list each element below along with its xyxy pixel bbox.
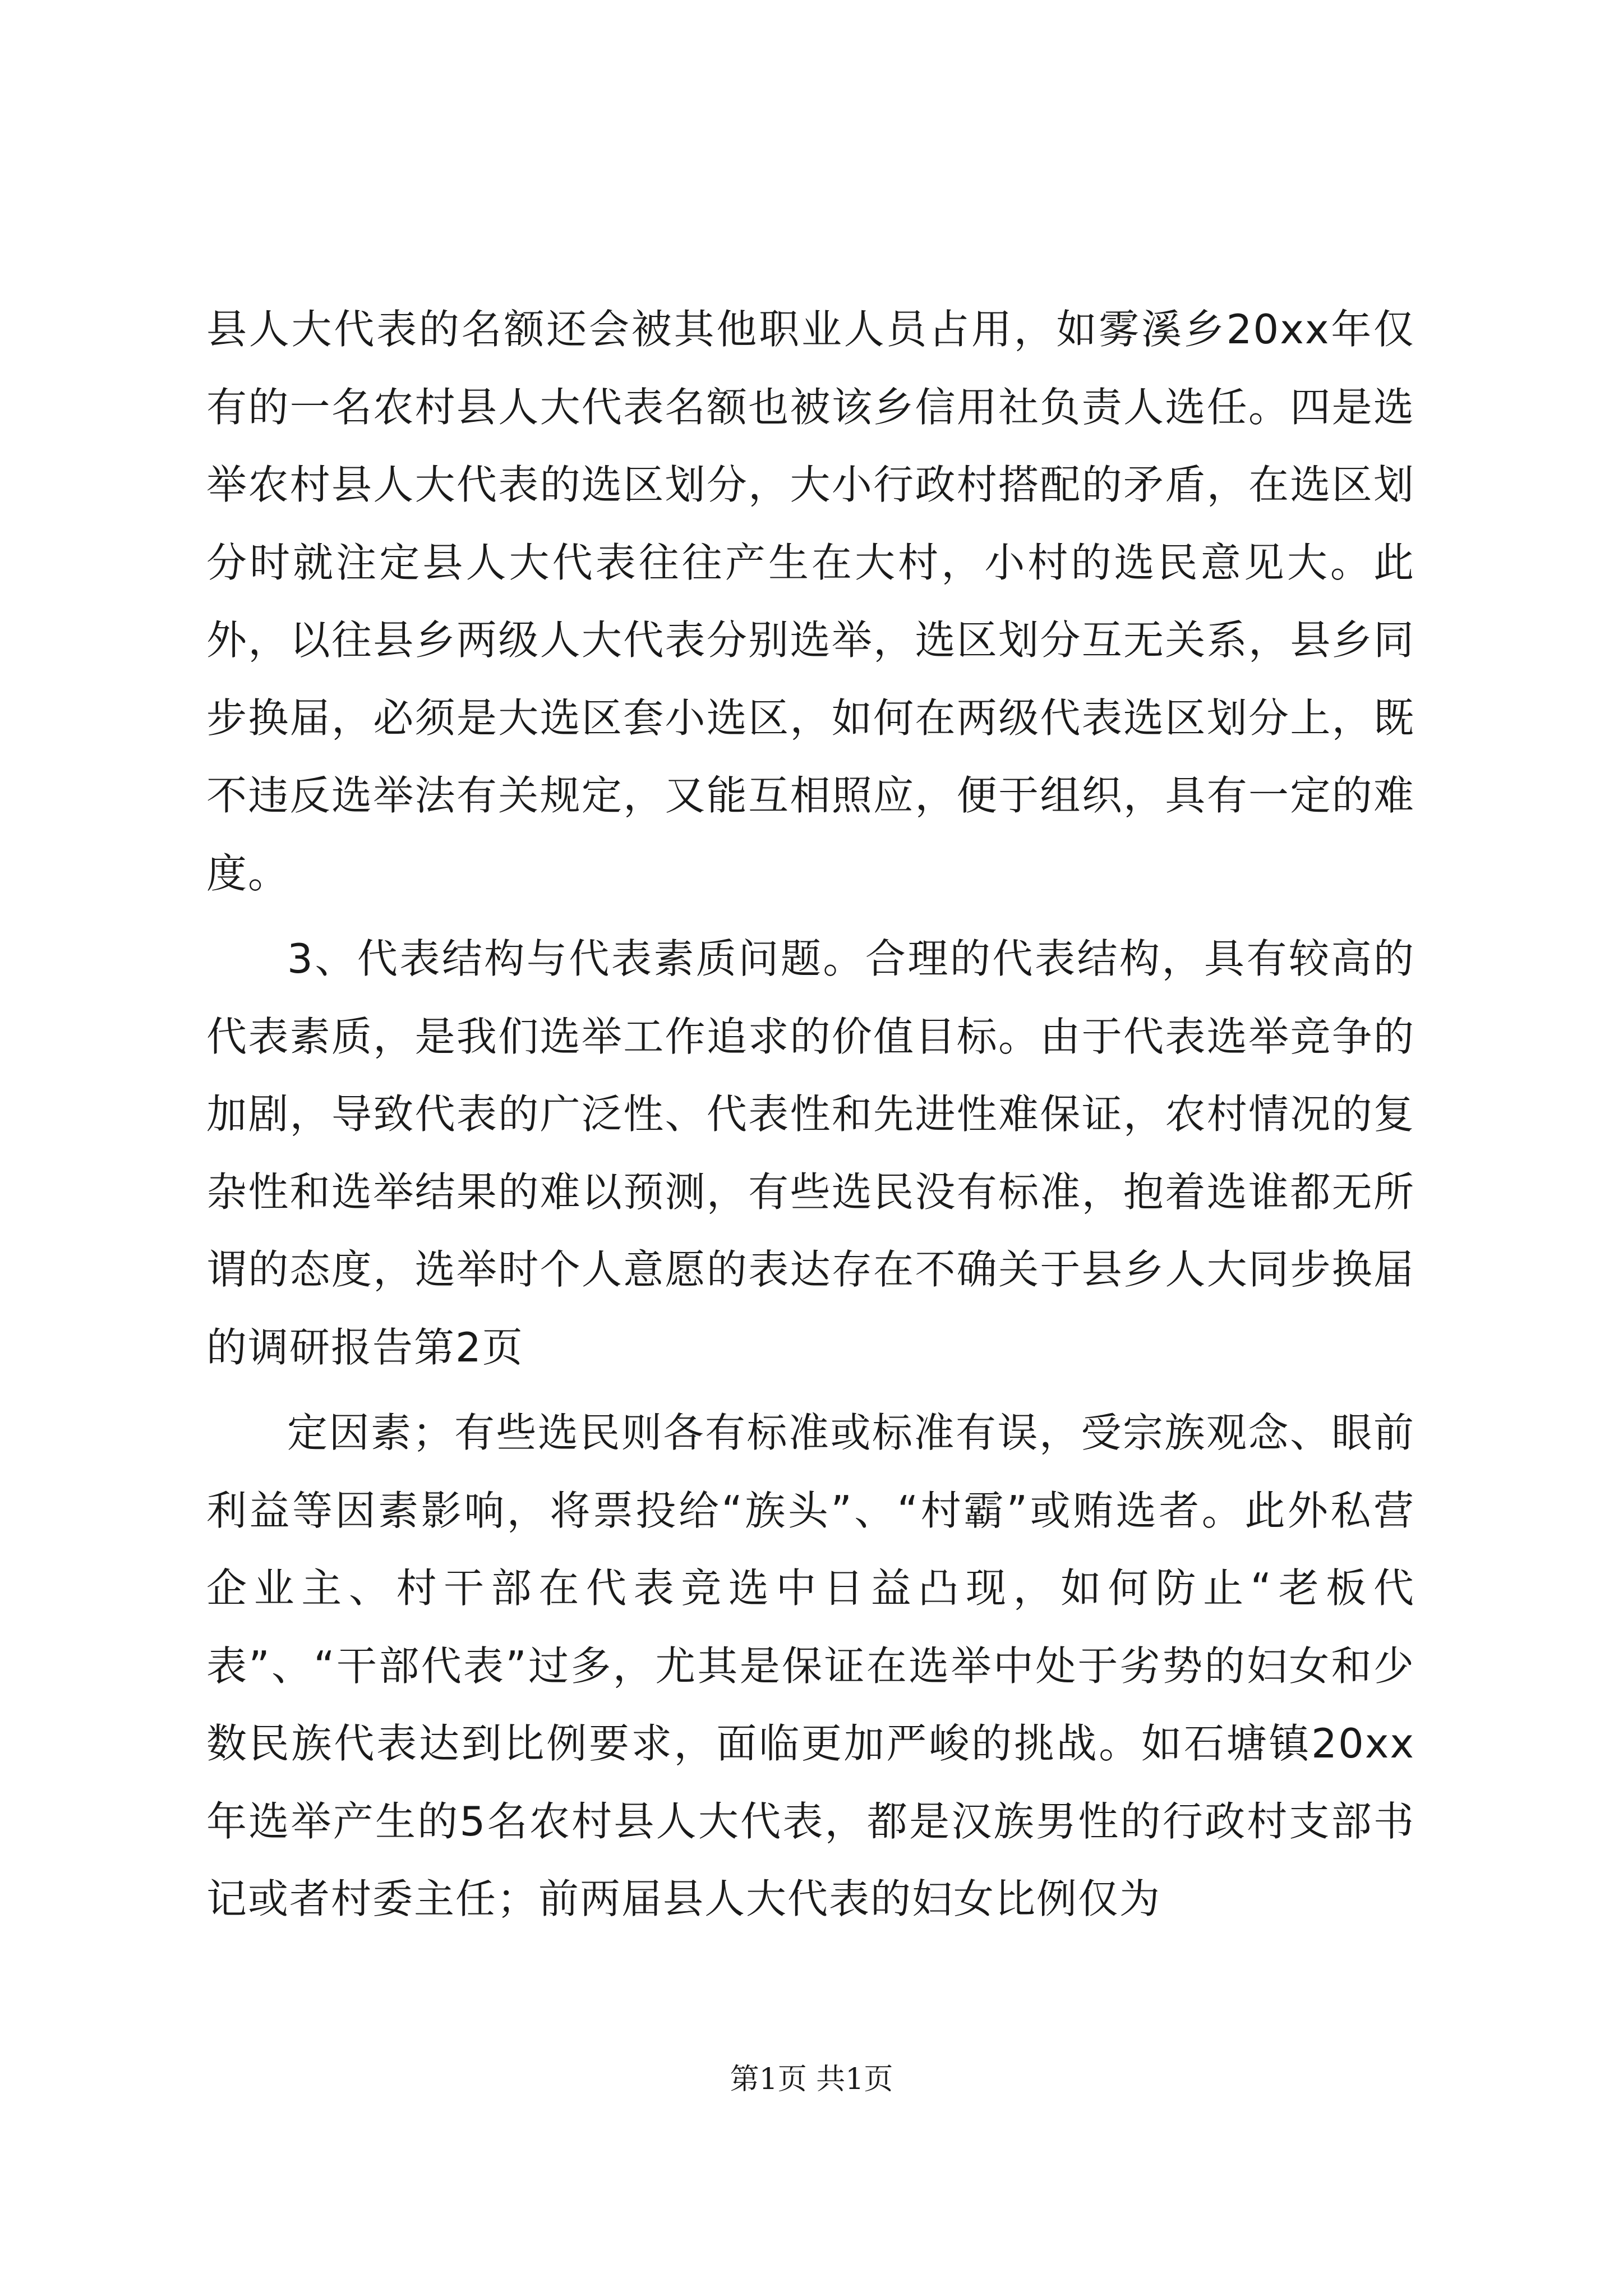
paragraph-1: 县人大代表的名额还会被其他职业人员占用，如雾溪乡20xx年仅有的一名农村县人大代表名额也被该乡信用社负责人选任。四是选举农村县人大代表的选区划分，大小行政村搭配的矛盾，在选区划分时就注定县人大代表往往产生在大村，小村的选民意见大。此外，以往县乡两级人大代表分别选举，选区划分互无关系，县乡同步换届，必须是大选区套小选区，如何在两级代表选区划分上，既不违反选举法有关规定，又能互相照应，便于组织，具有一定的难度。 <box>206 306 1415 897</box>
page-footer: 第1页 共1页 <box>730 2063 893 2096</box>
paragraph-3: 定因素；有些选民则各有标准或标准有误，受宗族观念、眼前利益等因素影响，将票投给“族头”、“村霸”或贿选者。此外私营企业主、村干部在代表竞选中日益凸现，如何防止“老板代表”、“干部代表”过多，尤其是保证在选举中处于劣势的妇女和少数民族代表达到比例要求，面临更加严峻的挑战。如石塘镇20xx年选举产生的5名农村县人大代表，都是汉族男性的行政村支部书记或者村委主任；前两届县人大代表的妇女比例仅为 <box>206 1409 1415 1922</box>
paragraph-2: 3、代表结构与代表素质问题。合理的代表结构，具有较高的代表素质，是我们选举工作追求的价值目标。由于代表选举竞争的加剧，导致代表的广泛性、代表性和先进性难保证，农村情况的复杂性和选举结果的难以预测，有些选民没有标准，抱着选谁都无所谓的态度，选举时个人意愿的表达存在不确关于县乡人大同步换届的调研报告第2页 <box>206 935 1415 1371</box>
document-body <box>206 291 1415 1946</box>
